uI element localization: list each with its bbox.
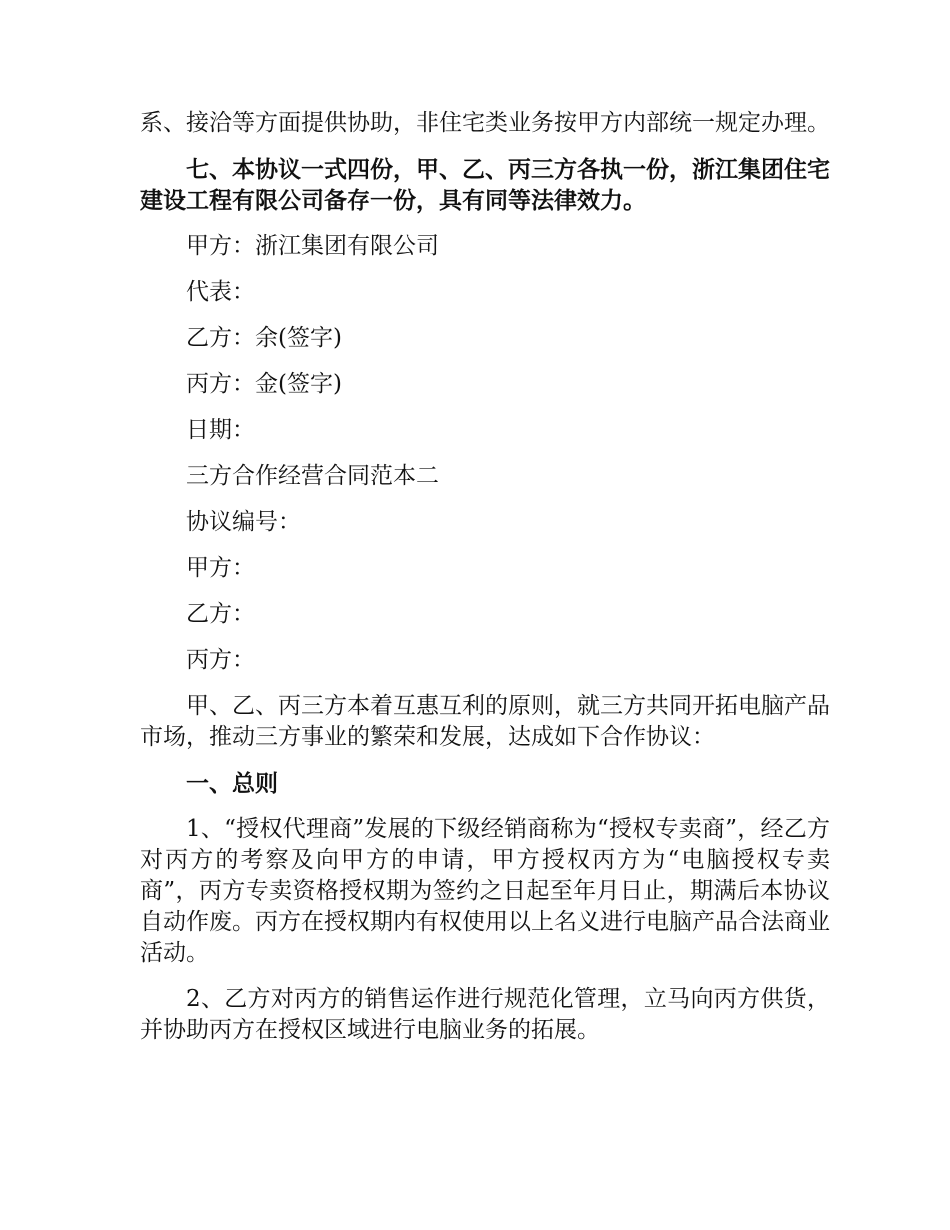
date-line: 日期：: [186, 417, 255, 443]
party-a-line: 甲方：浙江集团有限公司: [186, 233, 439, 259]
contract-template-title: 三方合作经营合同范本二: [186, 463, 439, 489]
paragraph-continuation: 系、接洽等方面提供协助，非住宅类业务按甲方内部统一规定办理。: [140, 110, 830, 136]
party-b-blank-line: 乙方：: [186, 601, 255, 627]
agreement-number-line: 协议编号：: [186, 509, 301, 535]
preamble-paragraph: 甲、乙、丙三方本着互惠互利的原则，就三方共同开拓电脑产品市场，推动三方事业的繁荣和发展，达成如下合作协议：: [140, 693, 830, 750]
section-heading-general: 一、总则: [186, 770, 278, 797]
party-c-signature-line: 丙方：金(签字): [186, 371, 342, 397]
representative-line: 代表：: [186, 279, 255, 305]
clause-2-paragraph: 2、乙方对丙方的销售运作进行规范化管理，立马向丙方供货，并协助丙方在授权区域进行电脑业务的拓展。: [140, 986, 830, 1043]
clause-seven: 七、本协议一式四份，甲、乙、丙三方各执一份，浙江集团住宅建设工程有限公司备存一份，具有同等法律效力。: [140, 156, 830, 214]
party-b-signature-line: 乙方：余(签字): [186, 325, 342, 351]
party-c-blank-line: 丙方：: [186, 647, 255, 673]
document-page: [140, 108, 830, 1061]
party-a-blank-line: 甲方：: [186, 555, 255, 581]
clause-1-paragraph: 1、“授权代理商”发展的下级经销商称为“授权专卖商”，经乙方对丙方的考察及向甲方的申请，甲方授权丙方为“电脑授权专卖商”，丙方专卖资格授权期为签约之日起至年月日止，期满后本协议自动作废。丙方在授权期内有权使用以上名义进行电脑产品合法商业活动。: [140, 816, 830, 966]
